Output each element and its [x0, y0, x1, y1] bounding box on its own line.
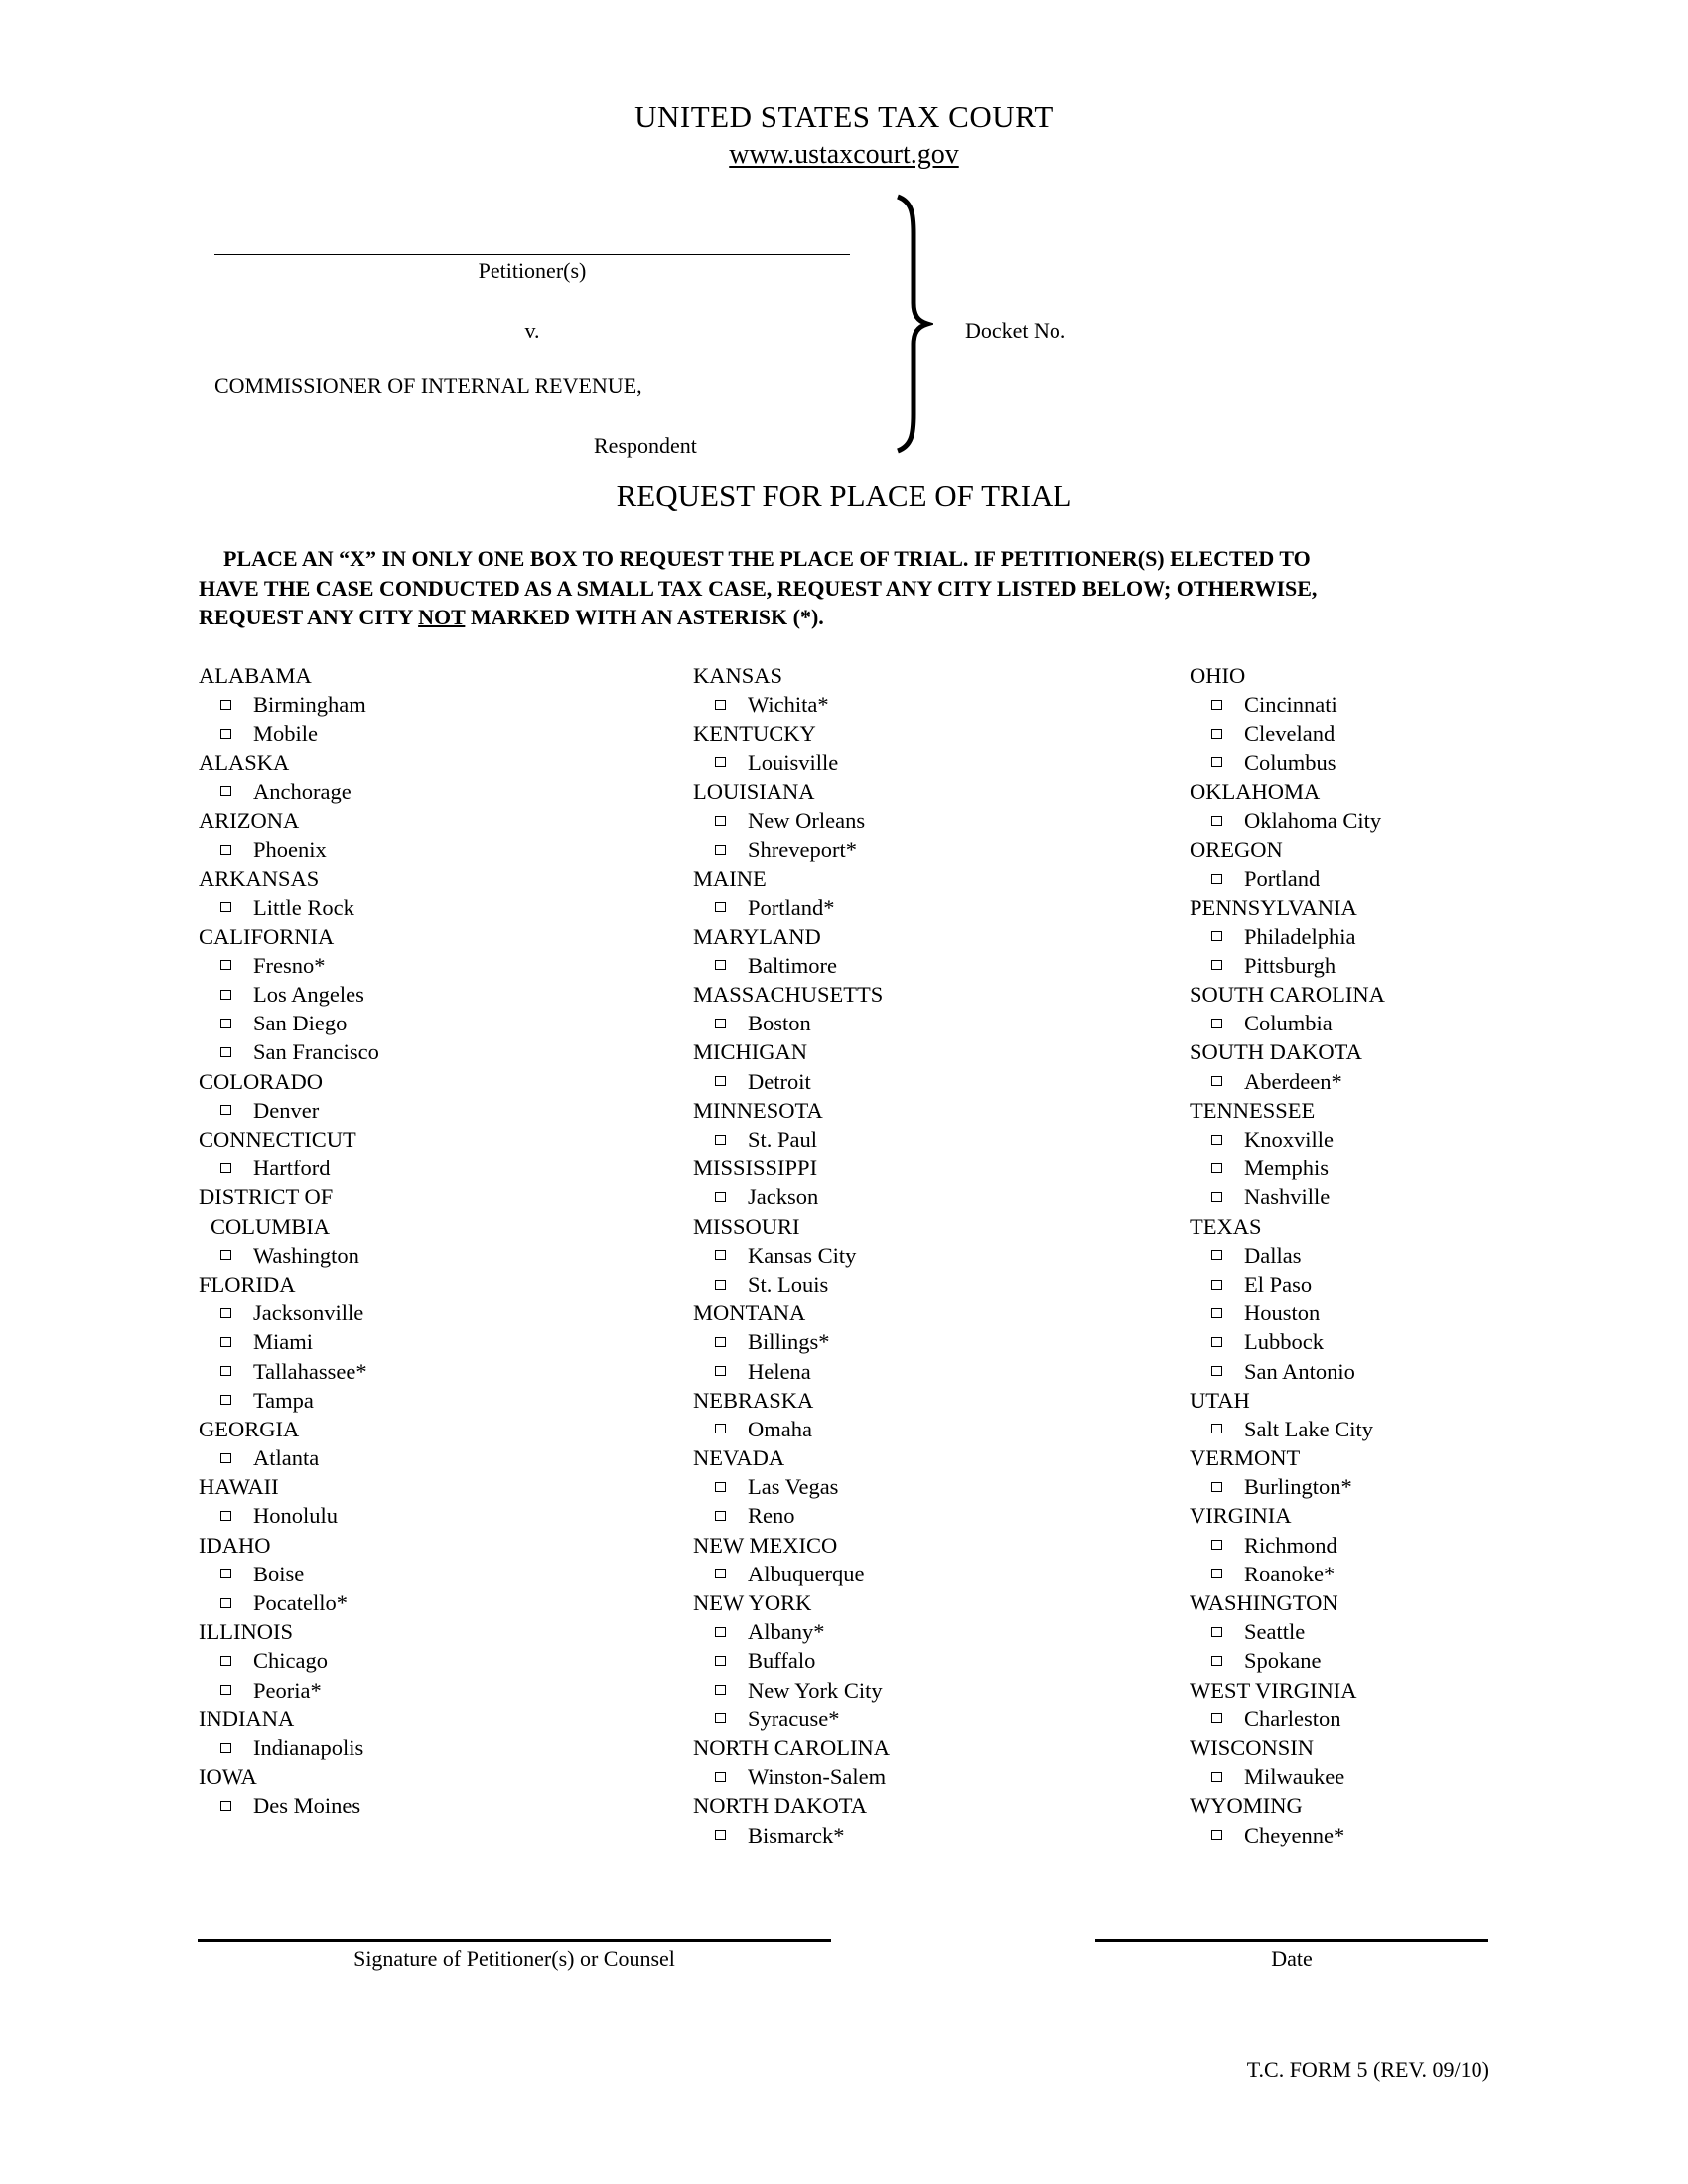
city-label: Chicago [253, 1648, 328, 1674]
city-option[interactable] [199, 1096, 675, 1125]
city-option[interactable] [1190, 1617, 1666, 1646]
city-option[interactable] [199, 690, 675, 719]
checkbox-icon[interactable] [1211, 1250, 1222, 1260]
date-line[interactable] [1095, 1939, 1488, 1942]
checkbox-icon[interactable] [715, 816, 726, 826]
state-heading: MASSACHUSETTS [693, 982, 884, 1008]
city-label: Hartford [253, 1156, 331, 1181]
checkbox-icon[interactable] [715, 1424, 726, 1433]
city-option[interactable] [1190, 1472, 1666, 1501]
checkbox-icon[interactable] [220, 1569, 231, 1578]
city-label: San Francisco [253, 1039, 379, 1065]
checkbox-icon[interactable] [715, 960, 726, 970]
city-label: Lubbock [1244, 1329, 1324, 1355]
state-heading: TEXAS [1190, 1213, 1262, 1239]
state-heading: ALABAMA [199, 663, 312, 688]
state-heading: CONNECTICUT [199, 1127, 356, 1152]
city-option[interactable] [199, 777, 675, 806]
checkbox-icon[interactable] [1211, 1135, 1222, 1145]
state-heading: GEORGIA [199, 1416, 300, 1441]
city-label: Birmingham [253, 692, 366, 718]
city-option[interactable] [1190, 1067, 1666, 1096]
checkbox-icon[interactable] [715, 1192, 726, 1202]
checkbox-icon[interactable] [220, 1685, 231, 1695]
state-heading: MAINE [693, 866, 767, 891]
city-option[interactable] [1190, 1762, 1666, 1791]
city-label: Nashville [1244, 1184, 1331, 1210]
city-option[interactable] [199, 1733, 675, 1762]
city-option[interactable] [693, 893, 1170, 922]
city-option[interactable] [199, 1443, 675, 1472]
state-heading: ILLINOIS [199, 1619, 293, 1645]
checkbox-icon[interactable] [715, 1830, 726, 1840]
state-heading: IDAHO [199, 1532, 271, 1558]
checkbox-icon[interactable] [220, 1598, 231, 1608]
city-label: Jacksonville [253, 1300, 364, 1326]
state-heading: OREGON [1190, 837, 1283, 863]
state-heading: NEW MEXICO [693, 1532, 838, 1558]
checkbox-icon[interactable] [715, 1019, 726, 1028]
state-heading: FLORIDA [199, 1271, 296, 1297]
city-option[interactable] [693, 951, 1170, 980]
city-option[interactable] [693, 1705, 1170, 1733]
city-option[interactable] [199, 1357, 675, 1386]
city-label: Wichita* [748, 692, 829, 718]
state-heading: MINNESOTA [693, 1097, 823, 1123]
checkbox-icon[interactable] [715, 1713, 726, 1723]
state-heading: KENTUCKY [693, 721, 816, 747]
city-label: Washington [253, 1242, 359, 1268]
state-heading: VERMONT [1190, 1445, 1301, 1471]
city-option[interactable] [1190, 1009, 1666, 1037]
city-label: Cheyenne* [1244, 1822, 1345, 1847]
city-label: Philadelphia [1244, 923, 1356, 949]
checkbox-icon[interactable] [1211, 1280, 1222, 1290]
state-heading: ARIZONA [199, 807, 300, 833]
city-label: Knoxville [1244, 1127, 1334, 1152]
checkbox-icon[interactable] [1211, 1163, 1222, 1173]
checkbox-icon[interactable] [220, 1163, 231, 1173]
city-option[interactable] [693, 1762, 1170, 1791]
city-option[interactable] [693, 1067, 1170, 1096]
instructions-line-3-post: MARKED WITH AN ASTERISK (*). [465, 605, 824, 629]
city-option[interactable] [199, 1386, 675, 1415]
city-label: Honolulu [253, 1503, 339, 1529]
city-label: Boise [253, 1561, 305, 1586]
checkbox-icon[interactable] [1211, 1308, 1222, 1318]
checkbox-icon[interactable] [715, 757, 726, 767]
checkbox-icon[interactable] [715, 1076, 726, 1086]
state-heading: NORTH CAROLINA [693, 1734, 891, 1760]
city-label: Tallahassee* [253, 1358, 367, 1384]
instructions-line-2: HAVE THE CASE CONDUCTED AS A SMALL TAX CASE, REQUEST ANY CITY LISTED BELOW; OTHERWISE, [199, 575, 1318, 601]
city-label: Pittsburgh [1244, 952, 1336, 978]
checkbox-icon[interactable] [1211, 1540, 1222, 1550]
city-label: San Diego [253, 1011, 348, 1036]
city-option[interactable] [199, 1327, 675, 1356]
checkbox-icon[interactable] [220, 1105, 231, 1115]
city-option[interactable] [693, 1009, 1170, 1037]
city-label: Louisville [748, 750, 839, 775]
city-label: Mobile [253, 721, 318, 747]
checkbox-icon[interactable] [715, 1250, 726, 1260]
checkbox-icon[interactable] [220, 1801, 231, 1811]
docket-number-label: Docket No. [965, 318, 1066, 342]
city-option[interactable] [1190, 922, 1666, 951]
city-label: Portland [1244, 866, 1321, 891]
checkbox-icon[interactable] [1211, 700, 1222, 710]
city-option[interactable] [199, 1588, 675, 1617]
checkbox-icon[interactable] [220, 845, 231, 855]
state-heading: ARKANSAS [199, 866, 320, 891]
city-option[interactable] [1190, 719, 1666, 748]
city-option[interactable] [199, 719, 675, 748]
checkbox-icon[interactable] [1211, 1482, 1222, 1492]
city-label: Detroit [748, 1068, 811, 1094]
city-label: Portland* [748, 894, 835, 920]
checkbox-icon[interactable] [1211, 1019, 1222, 1028]
city-option[interactable] [693, 835, 1170, 864]
city-option[interactable] [1190, 1241, 1666, 1270]
court-title: UNITED STATES TAX COURT [634, 99, 1054, 134]
state-heading: MISSOURI [693, 1213, 800, 1239]
city-label: Syracuse* [748, 1706, 840, 1731]
checkbox-icon[interactable] [715, 700, 726, 710]
checkbox-icon[interactable] [1211, 1656, 1222, 1666]
city-option[interactable] [693, 1415, 1170, 1443]
city-option[interactable] [693, 1676, 1170, 1705]
city-label: Kansas City [748, 1242, 857, 1268]
city-option[interactable] [1190, 1560, 1666, 1588]
state-heading: WYOMING [1190, 1793, 1303, 1819]
city-label: Cleveland [1244, 721, 1336, 747]
city-label: Little Rock [253, 894, 354, 920]
city-option[interactable] [693, 1501, 1170, 1530]
city-label: Las Vegas [748, 1474, 839, 1500]
state-heading: OKLAHOMA [1190, 778, 1321, 804]
city-label: Columbia [1244, 1011, 1333, 1036]
state-heading: MARYLAND [693, 923, 821, 949]
city-label: Phoenix [253, 837, 327, 863]
city-option[interactable] [199, 951, 675, 980]
city-option[interactable] [693, 1357, 1170, 1386]
state-heading: SOUTH CAROLINA [1190, 982, 1385, 1008]
checkbox-icon[interactable] [1211, 1192, 1222, 1202]
checkbox-icon[interactable] [715, 1627, 726, 1637]
checkbox-icon[interactable] [220, 902, 231, 912]
checkbox-icon[interactable] [715, 1337, 726, 1347]
city-option[interactable] [1190, 1298, 1666, 1327]
checkbox-icon[interactable] [1211, 1830, 1222, 1840]
city-option[interactable] [1190, 1646, 1666, 1675]
state-heading: PENNSYLVANIA [1190, 894, 1357, 920]
city-label: Des Moines [253, 1793, 361, 1819]
city-option[interactable] [693, 1617, 1170, 1646]
city-option[interactable] [693, 1472, 1170, 1501]
checkbox-icon[interactable] [220, 1743, 231, 1753]
city-option[interactable] [199, 835, 675, 864]
city-label: Houston [1244, 1300, 1321, 1326]
checkbox-icon[interactable] [220, 960, 231, 970]
city-option[interactable] [693, 1646, 1170, 1675]
city-column-3 [1190, 661, 1666, 1849]
city-option[interactable] [693, 1182, 1170, 1211]
city-label: Boston [748, 1011, 811, 1036]
checkbox-icon[interactable] [220, 1019, 231, 1028]
petitioner-name-line[interactable] [214, 254, 850, 255]
city-label: Fresno* [253, 952, 326, 978]
checkbox-icon[interactable] [220, 786, 231, 796]
checkbox-icon[interactable] [220, 1250, 231, 1260]
checkbox-icon[interactable] [715, 1280, 726, 1290]
city-option[interactable] [693, 690, 1170, 719]
city-label: Spokane [1244, 1648, 1322, 1674]
state-heading: MICHIGAN [693, 1039, 807, 1065]
state-heading: VIRGINIA [1190, 1503, 1292, 1529]
city-label: Richmond [1244, 1532, 1337, 1558]
city-label: Albany* [748, 1619, 825, 1645]
city-label: Salt Lake City [1244, 1416, 1373, 1441]
city-option[interactable] [693, 1125, 1170, 1154]
state-heading: LOUISIANA [693, 778, 815, 804]
city-option[interactable] [199, 1560, 675, 1588]
city-option[interactable] [1190, 690, 1666, 719]
respondent-name: COMMISSIONER OF INTERNAL REVENUE, [214, 373, 642, 398]
checkbox-icon[interactable] [220, 1047, 231, 1057]
state-heading: NEBRASKA [693, 1387, 814, 1413]
city-label: Aberdeen* [1244, 1068, 1342, 1094]
checkbox-icon[interactable] [220, 990, 231, 1000]
checkbox-icon[interactable] [220, 700, 231, 710]
state-heading: UTAH [1190, 1387, 1250, 1413]
state-heading: WASHINGTON [1190, 1590, 1338, 1615]
checkbox-icon[interactable] [715, 1482, 726, 1492]
state-heading: TENNESSEE [1190, 1097, 1316, 1123]
city-label: Tampa [253, 1387, 314, 1413]
city-option[interactable] [1190, 951, 1666, 980]
checkbox-icon[interactable] [1211, 1366, 1222, 1376]
state-heading: MISSISSIPPI [693, 1156, 818, 1181]
state-heading: INDIANA [199, 1706, 295, 1731]
checkbox-icon[interactable] [220, 1656, 231, 1666]
court-website-link[interactable] [0, 139, 1688, 171]
city-label: Denver [253, 1097, 320, 1123]
city-label: Indianapolis [253, 1734, 364, 1760]
city-label: Billings* [748, 1329, 830, 1355]
state-heading: NORTH DAKOTA [693, 1793, 867, 1819]
city-label: Atlanta [253, 1445, 320, 1471]
city-option[interactable] [1190, 1327, 1666, 1356]
city-option[interactable] [199, 1501, 675, 1530]
date-label: Date [1271, 1946, 1313, 1971]
city-label: New York City [748, 1677, 883, 1703]
city-option[interactable] [199, 1791, 675, 1820]
checkbox-icon[interactable] [1211, 874, 1222, 884]
checkbox-icon[interactable] [1211, 1772, 1222, 1782]
city-column-1 [199, 661, 675, 1821]
city-option[interactable] [693, 1327, 1170, 1356]
state-heading: WEST VIRGINIA [1190, 1677, 1357, 1703]
petitioner-label: Petitioner(s) [478, 258, 587, 283]
city-option[interactable] [693, 1241, 1170, 1270]
state-heading: OHIO [1190, 663, 1246, 688]
form-number: T.C. FORM 5 (REV. 09/10) [1246, 2057, 1489, 2082]
city-option[interactable] [1190, 1154, 1666, 1182]
checkbox-icon[interactable] [1211, 816, 1222, 826]
city-option[interactable] [1190, 806, 1666, 835]
city-label: Burlington* [1244, 1474, 1352, 1500]
city-column-2 [693, 661, 1170, 1849]
city-label: Anchorage [253, 778, 352, 804]
city-label: Reno [748, 1503, 795, 1529]
city-option[interactable] [199, 1646, 675, 1675]
city-label: Winston-Salem [748, 1764, 887, 1790]
city-label: Shreveport* [748, 837, 857, 863]
city-option[interactable] [199, 1298, 675, 1327]
state-heading: IOWA [199, 1764, 257, 1790]
checkbox-icon[interactable] [220, 1511, 231, 1521]
city-option[interactable] [1190, 1182, 1666, 1211]
city-option[interactable] [693, 1270, 1170, 1298]
checkbox-icon[interactable] [1211, 1569, 1222, 1578]
city-label: Baltimore [748, 952, 837, 978]
state-heading: COLORADO [199, 1068, 324, 1094]
city-option[interactable] [1190, 749, 1666, 777]
instructions-emphasis-not: NOT [418, 605, 466, 629]
city-option[interactable] [1190, 1270, 1666, 1298]
city-option[interactable] [693, 749, 1170, 777]
checkbox-icon[interactable] [715, 1135, 726, 1145]
state-heading: NEW YORK [693, 1590, 812, 1615]
checkbox-icon[interactable] [1211, 960, 1222, 970]
city-label: Seattle [1244, 1619, 1306, 1645]
city-label: Roanoke* [1244, 1561, 1336, 1586]
checkbox-icon[interactable] [220, 1337, 231, 1347]
instructions-line-1: PLACE AN “X” IN ONLY ONE BOX TO REQUEST THE PLACE OF TRIAL. IF PETITIONER(S) ELECTED TO [223, 546, 1311, 571]
state-heading: NEVADA [693, 1445, 785, 1471]
city-label: Bismarck* [748, 1822, 845, 1847]
city-label: Buffalo [748, 1648, 816, 1674]
checkbox-icon[interactable] [1211, 1337, 1222, 1347]
city-label: St. Paul [748, 1127, 818, 1152]
state-heading: ALASKA [199, 750, 290, 775]
instructions-line-3-pre: REQUEST ANY CITY [199, 605, 419, 629]
state-heading: HAWAII [199, 1474, 279, 1500]
city-label: Charleston [1244, 1706, 1341, 1731]
checkbox-icon[interactable] [1211, 1424, 1222, 1433]
checkbox-icon[interactable] [715, 1656, 726, 1666]
city-option[interactable] [693, 1560, 1170, 1588]
city-label: Jackson [748, 1184, 819, 1210]
state-heading: MONTANA [693, 1300, 806, 1326]
city-option[interactable] [199, 1154, 675, 1182]
checkbox-icon[interactable] [715, 1772, 726, 1782]
state-heading: WISCONSIN [1190, 1734, 1315, 1760]
city-label: New Orleans [748, 807, 866, 833]
city-option[interactable] [199, 980, 675, 1009]
city-label: Memphis [1244, 1156, 1330, 1181]
checkbox-icon[interactable] [1211, 931, 1222, 941]
checkbox-icon[interactable] [220, 1366, 231, 1376]
checkbox-icon[interactable] [1211, 1713, 1222, 1723]
city-option[interactable] [1190, 1531, 1666, 1560]
city-option[interactable] [199, 893, 675, 922]
city-label: St. Louis [748, 1271, 829, 1297]
city-option[interactable] [1190, 1125, 1666, 1154]
signature-label: Signature of Petitioner(s) or Counsel [353, 1946, 675, 1971]
versus-label: v. [524, 318, 540, 342]
city-label: Albuquerque [748, 1561, 865, 1586]
city-option[interactable] [199, 1241, 675, 1270]
checkbox-icon[interactable] [715, 902, 726, 912]
checkbox-icon[interactable] [220, 1308, 231, 1318]
checkbox-icon[interactable] [715, 1569, 726, 1578]
city-option[interactable] [1190, 864, 1666, 892]
city-label: Oklahoma City [1244, 807, 1382, 833]
checkbox-icon[interactable] [220, 729, 231, 739]
city-option[interactable] [199, 1676, 675, 1705]
state-heading-continued: COLUMBIA [211, 1213, 331, 1239]
state-heading: DISTRICT OF [199, 1184, 334, 1210]
city-option[interactable] [693, 1821, 1170, 1849]
checkbox-icon[interactable] [1211, 757, 1222, 767]
city-label: Columbus [1244, 750, 1336, 775]
city-option[interactable] [1190, 1705, 1666, 1733]
form-heading: REQUEST FOR PLACE OF TRIAL [616, 478, 1072, 513]
checkbox-icon[interactable] [1211, 1627, 1222, 1637]
city-label: Peoria* [253, 1677, 322, 1703]
city-label: Omaha [748, 1416, 812, 1441]
checkbox-icon[interactable] [220, 1395, 231, 1405]
city-option[interactable] [1190, 1357, 1666, 1386]
checkbox-icon[interactable] [1211, 729, 1222, 739]
city-option[interactable] [1190, 1821, 1666, 1849]
checkbox-icon[interactable] [715, 1511, 726, 1521]
city-label: Pocatello* [253, 1590, 348, 1615]
state-heading: CALIFORNIA [199, 923, 335, 949]
city-label: Miami [253, 1329, 313, 1355]
city-label: Dallas [1244, 1242, 1302, 1268]
checkbox-icon[interactable] [220, 1453, 231, 1463]
checkbox-icon[interactable] [715, 845, 726, 855]
checkbox-icon[interactable] [1211, 1076, 1222, 1086]
state-heading: SOUTH DAKOTA [1190, 1039, 1362, 1065]
city-option[interactable] [199, 1009, 675, 1037]
city-label: Helena [748, 1358, 811, 1384]
state-heading: KANSAS [693, 663, 783, 688]
city-option[interactable] [199, 1037, 675, 1066]
instructions [199, 544, 1489, 632]
city-label: Los Angeles [253, 982, 364, 1008]
city-label: El Paso [1244, 1271, 1313, 1297]
city-option[interactable] [1190, 1415, 1666, 1443]
city-label: Cincinnati [1244, 692, 1337, 718]
checkbox-icon[interactable] [715, 1366, 726, 1376]
city-label: San Antonio [1244, 1358, 1355, 1384]
respondent-label: Respondent [594, 433, 697, 458]
checkbox-icon[interactable] [715, 1685, 726, 1695]
city-label: Milwaukee [1244, 1764, 1345, 1790]
court-website-text[interactable]: www.ustaxcourt.gov [729, 139, 959, 170]
signature-line[interactable] [198, 1939, 831, 1942]
right-brace-icon [894, 194, 933, 454]
city-option[interactable] [693, 806, 1170, 835]
